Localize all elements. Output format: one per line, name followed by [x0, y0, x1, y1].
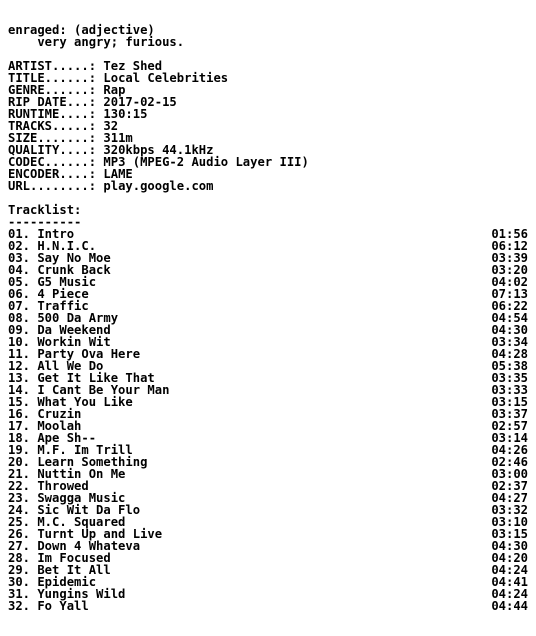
track-label: 15. What You Like [8, 395, 133, 409]
metadata-line-url [8, 180, 528, 192]
metadata-key: RIP DATE...: [8, 95, 104, 109]
spacer [8, 192, 528, 204]
metadata-value: Local Celebrities [103, 71, 229, 85]
track-label: 01. Intro [8, 227, 75, 241]
track-row [8, 600, 528, 612]
metadata-key: QUALITY....: [8, 143, 104, 157]
track-label: 09. Da Weekend [8, 323, 111, 337]
track-duration: 04:20 [491, 551, 528, 565]
metadata-value: play.google.com [103, 179, 214, 193]
track-duration: 03:00 [491, 467, 528, 481]
definition-meaning-line: very angry; furious. [8, 35, 185, 49]
metadata-key: TRACKS.....: [8, 119, 104, 133]
track-duration: 04:26 [491, 443, 528, 457]
track-duration: 04:54 [491, 311, 528, 325]
tracklist-underline: ---------- [8, 215, 82, 229]
track-duration: 03:14 [491, 431, 528, 445]
track-label: 30. Epidemic [8, 575, 97, 589]
track-duration: 03:32 [491, 503, 528, 517]
track-duration: 04:30 [491, 539, 528, 553]
track-duration: 05:38 [491, 359, 528, 373]
metadata-block [8, 60, 528, 192]
track-duration: 04:28 [491, 347, 528, 361]
track-label: 17. Moolah [8, 419, 82, 433]
track-label: 06. 4 Piece [8, 287, 89, 301]
release-info-document [8, 24, 528, 612]
track-row [8, 408, 528, 420]
track-label: 24. Sic Wit Da Flo [8, 503, 141, 517]
track-label: 02. H.N.I.C. [8, 239, 97, 253]
track-duration: 03:15 [491, 395, 528, 409]
track-label: 03. Say No Moe [8, 251, 111, 265]
metadata-key: RUNTIME....: [8, 107, 104, 121]
track-duration: 04:24 [491, 587, 528, 601]
track-label: 11. Party Ova Here [8, 347, 141, 361]
track-duration: 03:15 [491, 527, 528, 541]
track-label: 26. Turnt Up and Live [8, 527, 163, 541]
metadata-value: 2017-02-15 [103, 95, 177, 109]
metadata-key: URL........: [8, 179, 104, 193]
track-label: 27. Down 4 Whateva [8, 539, 141, 553]
track-duration: 03:37 [491, 407, 528, 421]
track-duration: 01:56 [491, 227, 528, 241]
track-duration: 07:13 [491, 287, 528, 301]
track-label: 21. Nuttin On Me [8, 467, 126, 481]
track-label: 05. G5 Music [8, 275, 97, 289]
metadata-value: Rap [103, 83, 126, 97]
track-label: 32. Fo Yall [8, 599, 89, 613]
track-duration: 04:27 [491, 491, 528, 505]
track-label: 18. Ape Sh-- [8, 431, 97, 445]
metadata-value: LAME [103, 167, 133, 181]
track-duration: 04:41 [491, 575, 528, 589]
metadata-key: SIZE.......: [8, 131, 104, 145]
track-label: 08. 500 Da Army [8, 311, 119, 325]
track-duration: 02:37 [491, 479, 528, 493]
metadata-key: ENCODER....: [8, 167, 104, 181]
track-label: 19. M.F. Im Trill [8, 443, 133, 457]
definition-word-line: enraged: (adjective) [8, 23, 155, 37]
tracklist-heading: Tracklist: [8, 203, 82, 217]
metadata-value: 32 [103, 119, 119, 133]
track-duration: 03:20 [491, 263, 528, 277]
track-label: 12. All We Do [8, 359, 104, 373]
track-label: 28. Im Focused [8, 551, 111, 565]
track-label: 10. Workin Wit [8, 335, 111, 349]
track-label: 14. I Cant Be Your Man [8, 383, 170, 397]
track-label: 31. Yungins Wild [8, 587, 126, 601]
metadata-value: MP3 (MPEG-2 Audio Layer III) [103, 155, 309, 169]
metadata-key: TITLE......: [8, 71, 104, 85]
track-duration: 03:34 [491, 335, 528, 349]
track-label: 04. Crunk Back [8, 263, 111, 277]
track-label: 13. Get It Like That [8, 371, 155, 385]
track-label: 07. Traffic [8, 299, 89, 313]
track-label: 23. Swagga Music [8, 491, 126, 505]
track-duration: 03:39 [491, 251, 528, 265]
track-duration: 06:12 [491, 239, 528, 253]
track-duration: 06:22 [491, 299, 528, 313]
metadata-value: 311m [103, 131, 133, 145]
track-duration: 02:57 [491, 419, 528, 433]
track-duration: 04:30 [491, 323, 528, 337]
track-duration: 03:35 [491, 371, 528, 385]
track-duration: 04:24 [491, 563, 528, 577]
track-duration: 02:46 [491, 455, 528, 469]
metadata-value: Tez Shed [103, 59, 163, 73]
track-duration: 03:33 [491, 383, 528, 397]
track-label: 16. Cruzin [8, 407, 82, 421]
track-label: 25. M.C. Squared [8, 515, 126, 529]
metadata-key: ARTIST.....: [8, 59, 104, 73]
track-duration: 04:44 [491, 599, 528, 613]
track-row [8, 396, 528, 408]
track-label: 20. Learn Something [8, 455, 148, 469]
metadata-value: 130:15 [103, 107, 148, 121]
track-label: 22. Throwed [8, 479, 89, 493]
track-list [8, 228, 528, 612]
track-label: 29. Bet It All [8, 563, 111, 577]
track-duration: 03:10 [491, 515, 528, 529]
metadata-value: 320kbps 44.1kHz [103, 143, 214, 157]
track-duration: 04:02 [491, 275, 528, 289]
metadata-key: CODEC......: [8, 155, 104, 169]
metadata-key: GENRE......: [8, 83, 104, 97]
